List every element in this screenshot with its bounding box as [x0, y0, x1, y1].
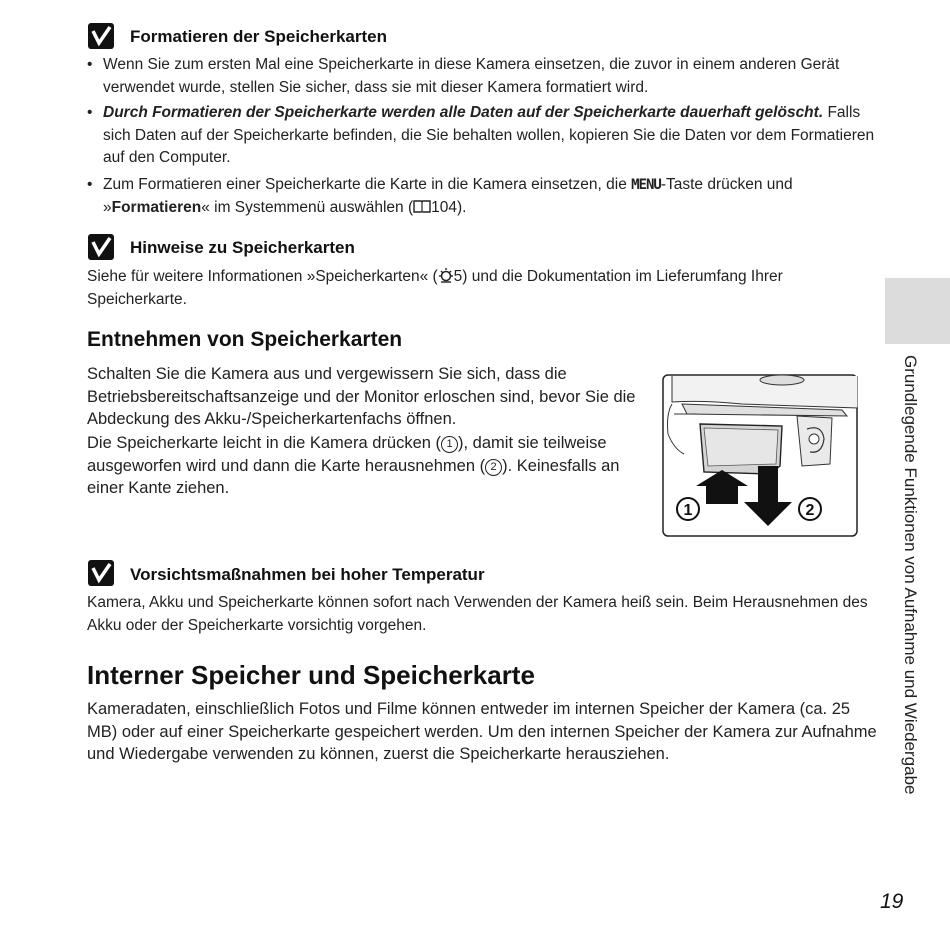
- chapter-tab: [885, 278, 950, 344]
- paragraph: Die Speicherkarte leicht in die Kamera drücken ( 1 ), damit sie teilweise ausgeworfen wird und dann die Karte herausnehmen ( 2 ). Keinesfalls an einer Kante ziehen.: [87, 434, 620, 497]
- paragraph: Kameradaten, einschließlich Fotos und Filme können entweder im internen Speicher der Kamera (ca. 25 MB) oder auf einer Speicherkarte gespeichert werden. Um den internen Speicher der Kamera zur Aufnahme und Wiedergabe verwenden zu können, zuerst die Speicherkarte herausziehen.: [87, 700, 877, 763]
- list-item: • Wenn Sie zum ersten Mal eine Speicherkarte in diese Kamera einsetzen, die zuvor in einem anderen Gerät verwendet wurde, stellen Sie sicher, dass sie mit dieser Kamera formatiert wird.: [87, 56, 840, 96]
- note-text: Siehe für weitere Informationen »Speicherkarten« ( 5) und die Dokumentation im Lieferumfang Ihrer Speicherkarte.: [87, 268, 783, 308]
- caution-check-icon: [88, 23, 114, 49]
- chapter-label: Grundlegende Funktionen von Aufnahme und Wiedergabe: [901, 355, 920, 795]
- caution-check-icon: [88, 234, 114, 260]
- warning-text: Durch Formatieren der Speicherkarte werden alle Daten auf der Speicherkarte dauerhaft gelöscht.: [103, 104, 824, 121]
- book-reference-icon: [413, 200, 431, 213]
- note-text: Kamera, Akku und Speicherkarte können sofort nach Verwenden der Kamera heiß sein. Beim Herausnehmen des Akku oder der Speicherkarte vorsichtig vorgehen.: [87, 594, 868, 634]
- caution-check-icon: [88, 560, 114, 586]
- step-marker: 2: [485, 459, 502, 476]
- step-label-1: 1: [683, 502, 693, 519]
- menu-button-label: MENU: [631, 177, 661, 193]
- page-number: 19: [880, 890, 904, 913]
- step-marker: 1: [441, 436, 458, 453]
- reference-section-icon: [438, 267, 454, 283]
- section-title: Interner Speicher und Speicherkarte: [87, 660, 535, 690]
- card-removal-illustration: [662, 374, 858, 537]
- paragraph: Schalten Sie die Kamera aus und vergewissern Sie sich, dass die Betriebsbereitschaftsanzeige und der Monitor erloschen sind, bevor Sie die Abdeckung des Akku-/Speicherkartenfachs öffnen.: [87, 365, 636, 428]
- list-item: • Zum Formatieren einer Speicherkarte die Karte in die Kamera einsetzen, die MENU-Taste drücken und »Formatieren« im Systemmenü auswählen ( 104).: [87, 176, 793, 216]
- section-title: Entnehmen von Speicherkarten: [87, 328, 403, 351]
- note-heading-formatting: Formatieren der Speicherkarten: [130, 27, 387, 46]
- list-item: • Durch Formatieren der Speicherkarte werden alle Daten auf der Speicherkarte dauerhaft gelöscht. Falls sich Daten auf der Speicherkarte befinden, die Sie behalten wollen, kopieren Sie die Daten vor dem Formatieren auf den Computer.: [87, 104, 875, 166]
- note-heading-memory-cards: Hinweise zu Speicherkarten: [130, 238, 355, 257]
- note-heading-temperature: Vorsichtsmaßnahmen bei hoher Temperatur: [130, 565, 485, 584]
- step-label-2: 2: [805, 502, 815, 519]
